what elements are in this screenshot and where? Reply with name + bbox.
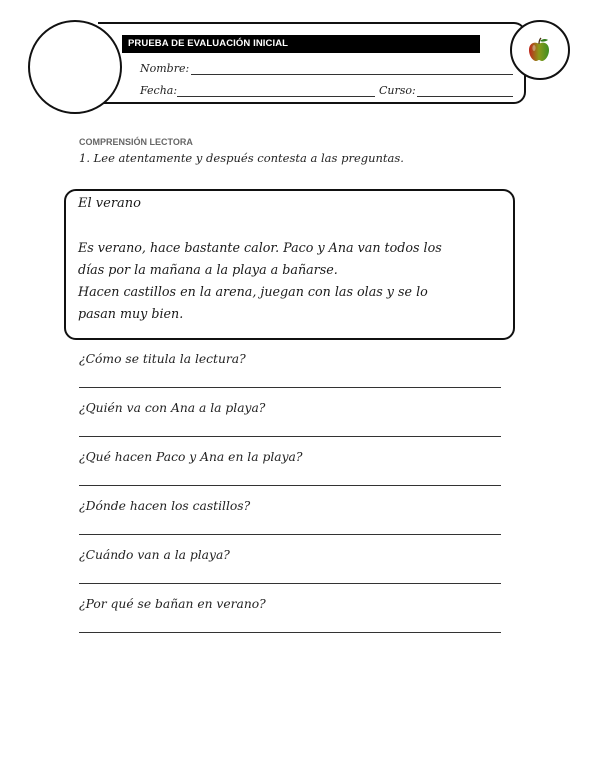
answer-field-6[interactable] xyxy=(79,632,501,633)
reading-line: días por la mañana a la playa a bañarse. xyxy=(78,262,338,277)
name-field[interactable] xyxy=(191,74,513,75)
answer-field-1[interactable] xyxy=(79,387,501,388)
course-field[interactable] xyxy=(417,96,513,97)
section-label: COMPRENSIÓN LECTORA xyxy=(79,137,193,147)
question-5: ¿Cuándo van a la playa? xyxy=(79,548,230,562)
question-2: ¿Quién va con Ana a la playa? xyxy=(79,401,266,415)
answer-field-4[interactable] xyxy=(79,534,501,535)
photo-circle xyxy=(28,20,122,114)
apple-icon xyxy=(526,37,552,63)
question-1: ¿Cómo se titula la lectura? xyxy=(79,352,246,366)
question-6: ¿Por qué se bañan en verano? xyxy=(79,597,266,611)
name-label: Nombre: xyxy=(140,62,190,75)
reading-line: Es verano, hace bastante calor. Paco y Ana van todos los xyxy=(78,240,442,255)
reading-line: Hacen castillos en la arena, juegan con las olas y se lo xyxy=(78,284,428,299)
answer-field-3[interactable] xyxy=(79,485,501,486)
question-3: ¿Qué hacen Paco y Ana en la playa? xyxy=(79,450,303,464)
date-label: Fecha: xyxy=(140,84,178,97)
page-title: PRUEBA DE EVALUACIÓN INICIAL xyxy=(122,35,480,53)
date-field[interactable] xyxy=(177,96,375,97)
answer-field-5[interactable] xyxy=(79,583,501,584)
instruction-text: 1. Lee atentamente y después contesta a las preguntas. xyxy=(79,151,404,165)
answer-field-2[interactable] xyxy=(79,436,501,437)
question-4: ¿Dónde hacen los castillos? xyxy=(79,499,251,513)
course-label: Curso: xyxy=(379,84,416,97)
reading-line: pasan muy bien. xyxy=(78,306,184,321)
reading-title: El verano xyxy=(78,196,141,211)
